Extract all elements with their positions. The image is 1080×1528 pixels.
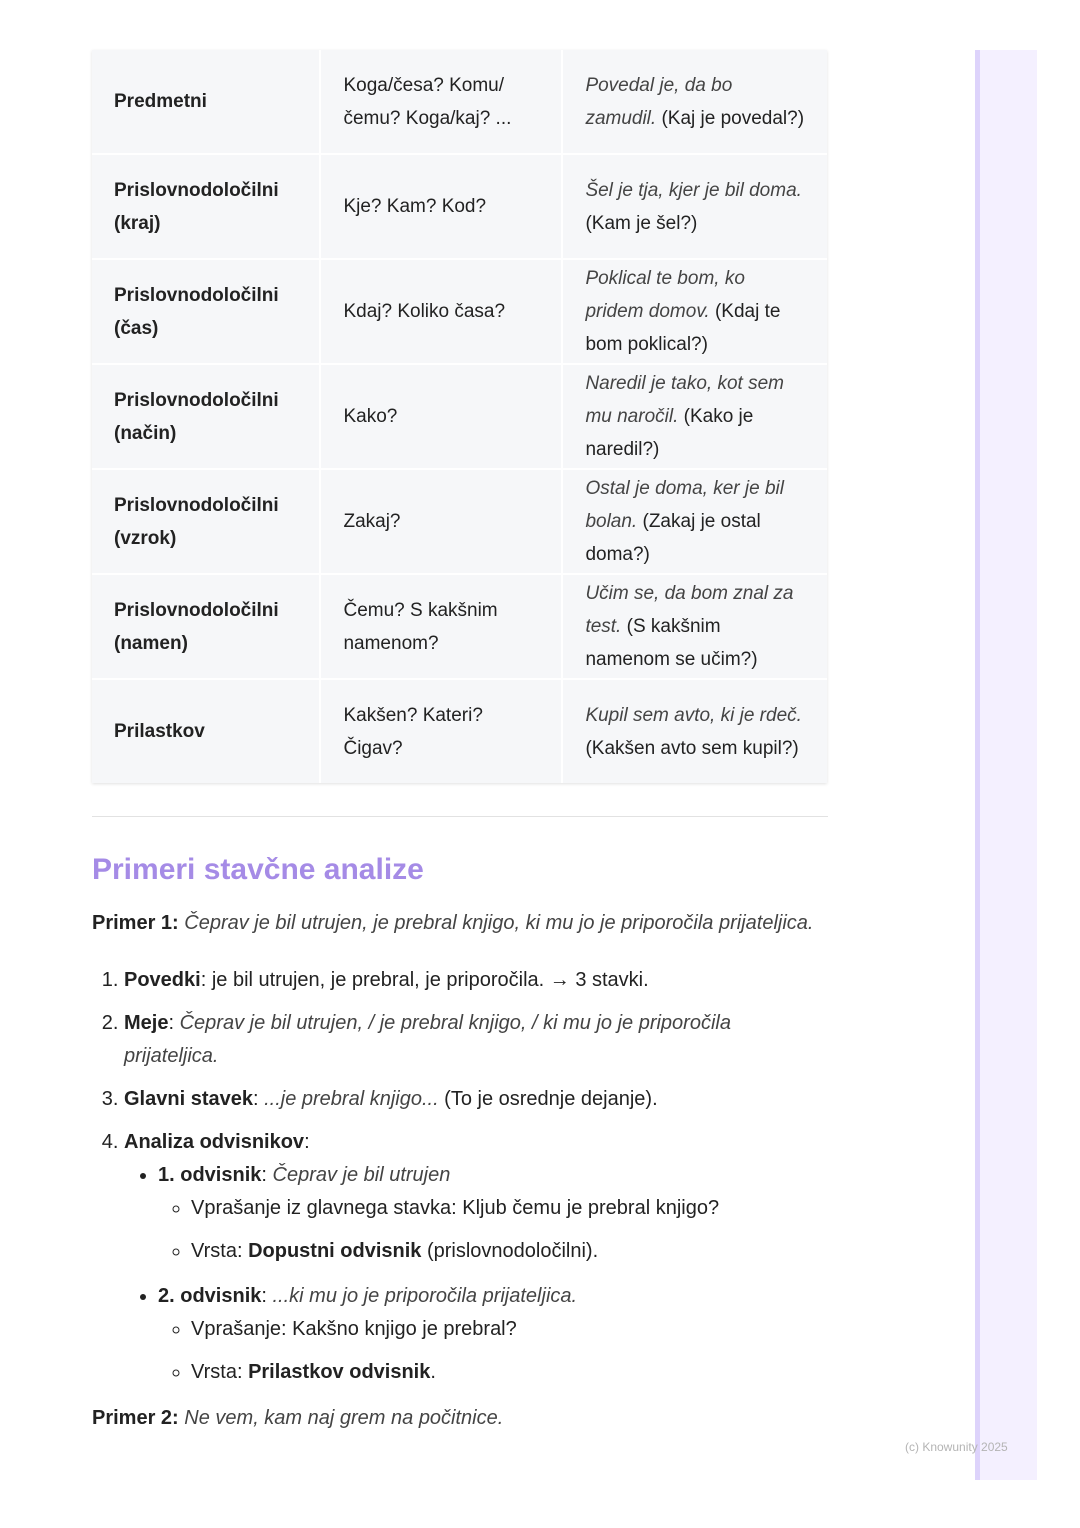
question-cell: Kdaj? Koliko časa?: [321, 260, 563, 365]
example-cell: Kupil sem avto, ki je rdeč. (Kakšen avto sem kupil?): [563, 680, 827, 783]
question-cell: Čemu? S kakšnim namenom?: [321, 575, 563, 680]
type-cell: Prilastkov: [92, 680, 321, 783]
clause-types-table: [92, 50, 827, 783]
list-item: 4. Analiza odvisnikov: • 1. odvisnik: Čeprav je bil utrujen ◦ Vprašanje iz glavnega stavka: Kljub čemu je prebral knjigo? ◦ Vrsta: Dopustni odvisnik (prislovnodoločilni). • 2. odvisnik: ...ki mu jo je priporočila prijateljica. ◦ Vprašanje: Kakšno knjigo je prebral? ◦ Vrsta: Prilastkov odvisnik.: [124, 1126, 828, 1389]
section-heading: Primeri stavčne analize: [92, 853, 424, 886]
list-item: 1. Povedki: je bil utrujen, je prebral, je priporočila. → 3 stavki.: [124, 964, 828, 997]
question-cell: Kakšen? Kateri? Čigav?: [321, 680, 563, 783]
type-cell: Predmetni: [92, 50, 321, 155]
analysis-steps: [92, 964, 828, 1389]
table-row: [92, 50, 827, 155]
type-cell: Prislovnodoločilni (kraj): [92, 155, 321, 260]
example-cell: Naredil je tako, kot sem mu naročil. (Kako je naredil?): [563, 365, 827, 470]
example-cell: Učim se, da bom znal za test. (S kakšnim namenom se učim?): [563, 575, 827, 680]
example-sentence: Ne vem, kam naj grem na počitnice.: [184, 1407, 504, 1429]
example-cell: Povedal je, da bo zamudil. (Kaj je povedal?): [563, 50, 827, 155]
table-row: [92, 575, 827, 680]
type-cell: Prislovnodoločilni (vzrok): [92, 470, 321, 575]
question-cell: Kje? Kam? Kod?: [321, 155, 563, 260]
list-item: 2. Meje: Čeprav je bil utrujen, / je prebral knjigo, / ki mu jo je priporočila prijateljica.: [124, 1007, 828, 1073]
table-row: [92, 260, 827, 365]
question-cell: Zakaj?: [321, 470, 563, 575]
example-label: Primer 2:: [92, 1407, 179, 1429]
table-row: [92, 680, 827, 783]
detail-list: [158, 1192, 828, 1268]
question-cell: Kako?: [321, 365, 563, 470]
right-sidebar: [975, 50, 1037, 1480]
list-item: • 2. odvisnik: ...ki mu jo je priporočila prijateljica. ◦ Vprašanje: Kakšno knjigo je prebral? ◦ Vrsta: Prilastkov odvisnik.: [158, 1280, 828, 1389]
list-item: • 1. odvisnik: Čeprav je bil utrujen ◦ Vprašanje iz glavnega stavka: Kljub čemu je prebral knjigo? ◦ Vrsta: Dopustni odvisnik (prislovnodoločilni).: [158, 1159, 828, 1268]
document-page: [92, 50, 828, 1433]
example-1: [92, 908, 828, 938]
section-divider: [92, 816, 828, 817]
example-cell: Poklical te bom, ko pridem domov. (Kdaj te bom poklical?): [563, 260, 827, 365]
example-label: Primer 1:: [92, 912, 179, 934]
list-item: ◦ Vrsta: Prilastkov odvisnik.: [191, 1356, 828, 1389]
table-row: [92, 365, 827, 470]
detail-list: [158, 1313, 828, 1389]
example-cell: Šel je tja, kjer je bil doma. (Kam je šel?): [563, 155, 827, 260]
list-item: ◦ Vprašanje: Kakšno knjigo je prebral?: [191, 1313, 828, 1346]
list-item: ◦ Vprašanje iz glavnega stavka: Kljub čemu je prebral knjigo?: [191, 1192, 828, 1225]
copyright-footer: (c) Knowunity 2025: [905, 1440, 1008, 1454]
question-cell: Koga/česa? Komu/ čemu? Koga/kaj? ...: [321, 50, 563, 155]
subordinate-list: [124, 1159, 828, 1389]
example-sentence: Čeprav je bil utrujen, je prebral knjigo, ki mu jo je priporočila prijateljica.: [184, 912, 814, 934]
example-cell: Ostal je doma, ker je bil bolan. (Zakaj je ostal doma?): [563, 470, 827, 575]
type-cell: Prislovnodoločilni (način): [92, 365, 321, 470]
list-item: 3. Glavni stavek: ...je prebral knjigo... (To je osrednje dejanje).: [124, 1083, 828, 1116]
table-row: [92, 470, 827, 575]
type-cell: Prislovnodoločilni (namen): [92, 575, 321, 680]
list-item: ◦ Vrsta: Dopustni odvisnik (prislovnodoločilni).: [191, 1235, 828, 1268]
table-row: [92, 155, 827, 260]
type-cell: Prislovnodoločilni (čas): [92, 260, 321, 365]
example-2: [92, 1403, 828, 1433]
